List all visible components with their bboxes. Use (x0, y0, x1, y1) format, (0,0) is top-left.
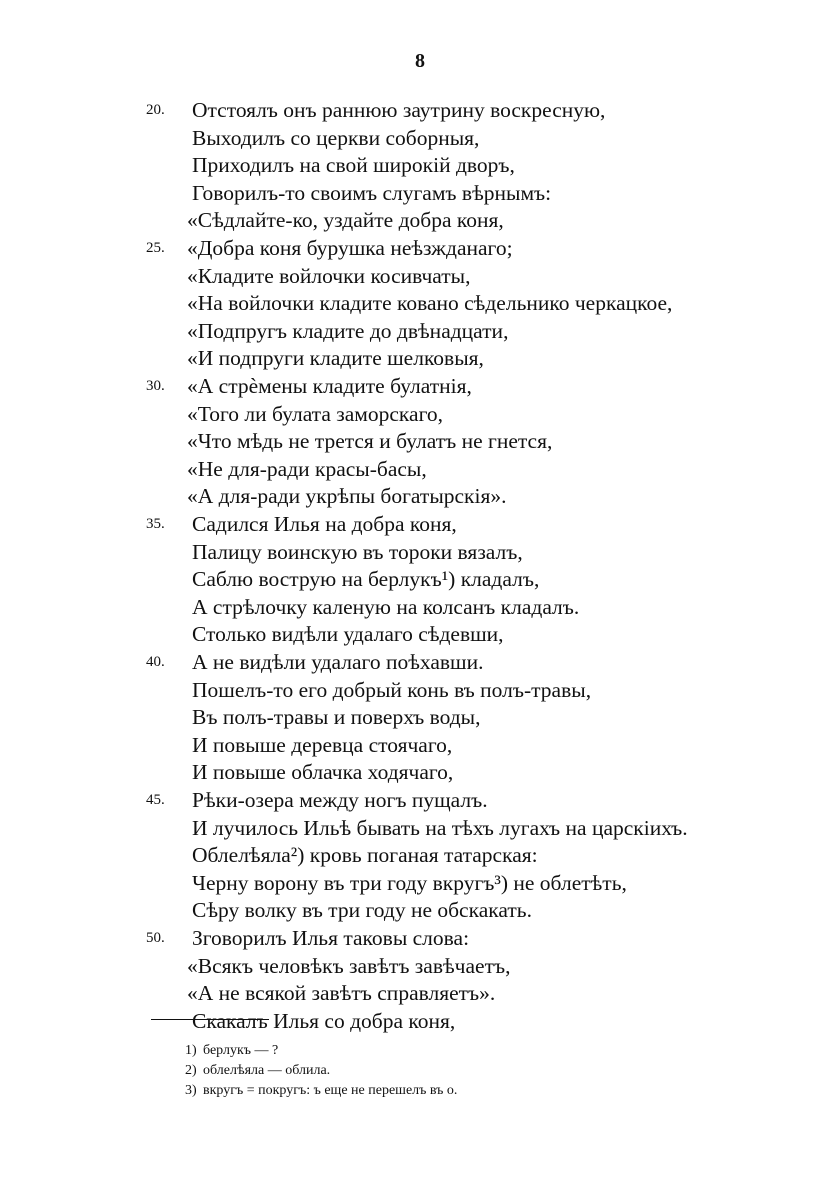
line-number: 45. (146, 792, 165, 808)
line-text: И лучилось Ильѣ бывать на тѣхъ лугахъ на царскіихъ. (192, 815, 688, 840)
footnote-marker: 3) (185, 1083, 197, 1098)
line-text: Приходилъ на свой широкій дворъ, (192, 153, 515, 178)
page-number: 8 (415, 50, 425, 72)
line-text: «Добра коня бурушка неѣзжданаго; (187, 236, 513, 260)
footnote-text: вкругъ = покругъ: ъ еще не перешелъ въ о. (203, 1083, 458, 1098)
line-text: Отстоялъ онъ раннюю заутрину воскресную, (192, 98, 606, 122)
line-text: «Что мѣдь не трется и булатъ не гнется, (187, 429, 553, 454)
footnote (185, 1041, 278, 1061)
line-text: А не видѣли удалаго поѣхавши. (192, 650, 484, 674)
line-text: «А не всякой завѣтъ справляетъ». (187, 981, 496, 1006)
line-text: Облелѣяла²) кровь поганая татарская: (192, 843, 538, 868)
line-text: «Того ли булата заморскаго, (187, 401, 444, 426)
line-text: Садился Илья на добра коня, (192, 512, 457, 536)
footnote-text: облелѣяла — облила. (203, 1063, 331, 1078)
line-text: А стрѣлочку каленую на колсанъ кладалъ. (192, 594, 580, 619)
line-text: Въ полъ-травы и поверхъ воды, (192, 705, 481, 730)
line-number: 20. (146, 102, 165, 118)
footnote-divider (151, 1019, 269, 1020)
line-text: «А стрѐмены кладите булатнія, (187, 374, 472, 398)
line-text: Столько видѣли удалаго сѣдевши, (192, 622, 504, 647)
line-text: «На войлочки кладите ковано сѣдельнико черкацкое, (187, 291, 673, 316)
footnote (185, 1081, 457, 1101)
line-text: «А для-ради укрѣпы богатырскія». (187, 484, 507, 509)
line-text: «Подпругъ кладите до двѣнадцати, (187, 318, 509, 343)
line-text: Черну ворону въ три году вкругъ³) не облетѣть, (192, 870, 627, 895)
line-text: Пошелъ-то его добрый конь въ полъ-травы, (192, 677, 592, 702)
line-number: 35. (146, 516, 165, 532)
line-number: 25. (146, 240, 165, 256)
line-text: Рѣки-озера между ногъ пущалъ. (192, 788, 488, 812)
line-text: Выходилъ со церкви соборныя, (192, 125, 480, 150)
line-text: Палицу воинскую въ тороки вязалъ, (192, 539, 523, 564)
line-text: И повыше деревца стоячаго, (192, 732, 453, 757)
line-number: 50. (146, 930, 165, 946)
line-text: Скакалъ Илья со добра коня, (192, 1008, 456, 1033)
line-text: Сѣру волку въ три году не обскакать. (192, 898, 532, 923)
line-text: «Кладите войлочки косивчаты, (187, 263, 471, 288)
line-text: «Всякъ человѣкъ завѣтъ завѣчаетъ, (187, 953, 511, 978)
line-text: Зговорилъ Илья таковы слова: (192, 926, 470, 950)
line-text: И повыше облачка ходячаго, (192, 760, 454, 785)
line-text: Саблю вострую на берлукъ¹) кладалъ, (192, 567, 540, 592)
footnote-text: берлукъ — ? (203, 1043, 279, 1058)
footnote-marker: 2) (185, 1063, 197, 1078)
line-number: 30. (146, 378, 165, 394)
footnote-marker: 1) (185, 1043, 197, 1058)
line-text: Говорилъ-то своимъ слугамъ вѣрнымъ: (192, 180, 552, 205)
line-text: «Не для-ради красы-басы, (187, 456, 427, 481)
line-text: «Сѣдлайте-ко, уздайте добра коня, (187, 208, 504, 233)
footnote (185, 1061, 330, 1081)
line-text: «И подпруги кладите шелковыя, (187, 346, 484, 371)
line-number: 40. (146, 654, 165, 670)
